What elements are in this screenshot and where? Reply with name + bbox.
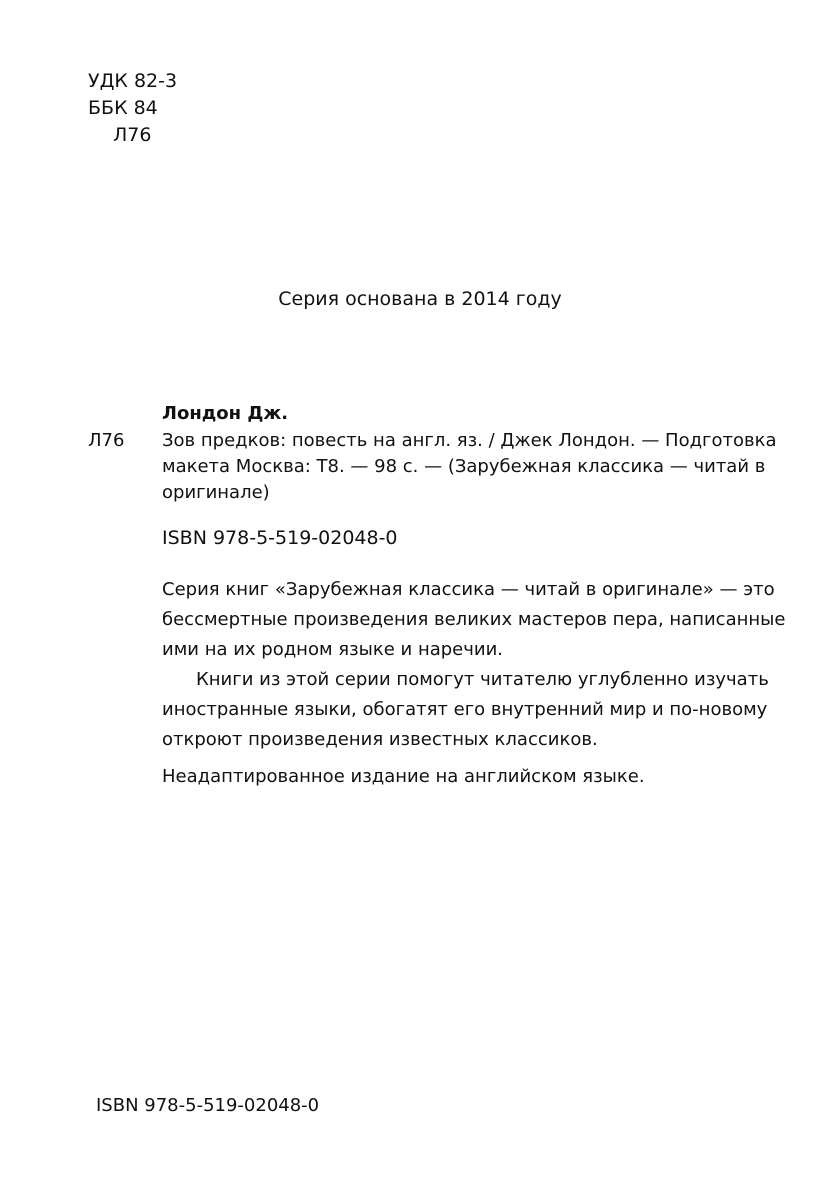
series-founded-note: Серия основана в 2014 году [278, 288, 562, 310]
isbn-main: ISBN 978-5-519-02048-0 [162, 527, 398, 549]
annotation-line: откроют произведения известных классиков. [162, 729, 598, 750]
annotation [162, 575, 786, 755]
udk-code: УДК 82-3 [88, 70, 178, 92]
annotation-line: Серия книг «Зарубежная классика — читай в оригинале» — это [162, 579, 775, 600]
bbk-code: ББК 84 [88, 97, 158, 119]
annotation-line: ими на их родном языке и наречии. [162, 639, 504, 660]
author-mark: Л76 [113, 124, 152, 146]
author-heading: Лондон Дж. [162, 403, 289, 424]
annotation-line: иностранные языки, обогатят его внутренний мир и по-новому [162, 699, 768, 720]
bib-line: Зов предков: повесть на англ. яз. / Джек Лондон. — Подготовка [162, 430, 777, 451]
edition-note: Неадаптированное издание на английском языке. [162, 766, 645, 787]
annotation-line: бессмертные произведения великих мастеров пера, написанные [162, 609, 786, 630]
catalog-author-mark: Л76 [88, 430, 125, 451]
bib-line: макета Москва: Т8. — 98 с. — (Зарубежная классика — читай в [162, 456, 766, 477]
bib-line: оригинале) [162, 482, 270, 503]
bibliographic-description [162, 428, 777, 506]
isbn-footer: ISBN 978-5-519-02048-0 [96, 1095, 320, 1116]
annotation-line: Книги из этой серии помогут читателю углубленно изучать [196, 669, 769, 690]
classification-block [88, 68, 177, 149]
